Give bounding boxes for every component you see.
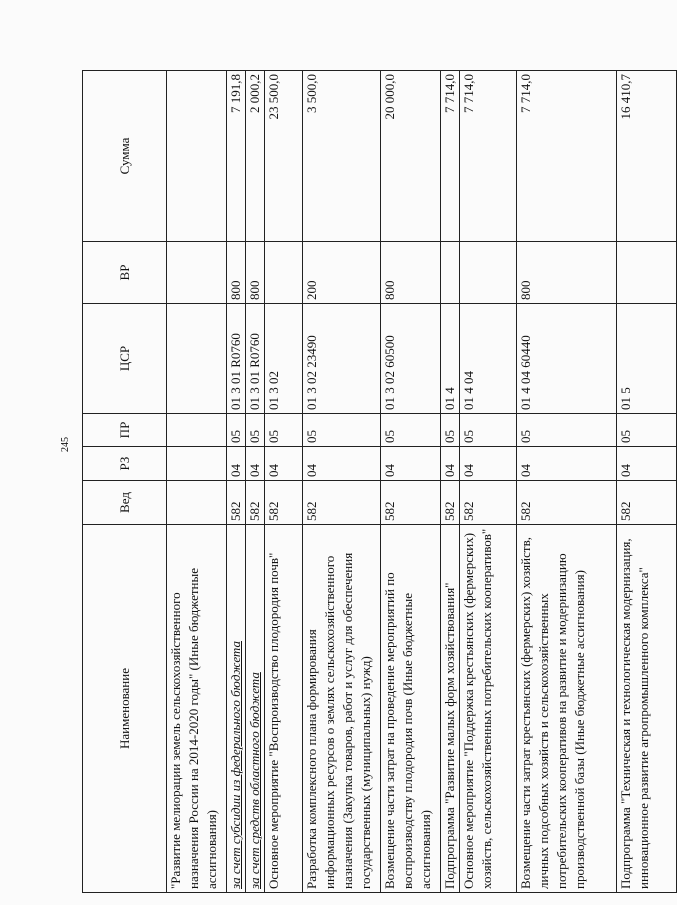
budget-table-rotated	[82, 71, 651, 893]
cell-vr: 800	[227, 242, 246, 304]
cell-name: Основное мероприятие "Поддержка крестьянских (фермерских) хозяйств, сельскохозяйственных потребительских кооперативов"	[460, 525, 517, 893]
cell-pr: 05	[441, 414, 460, 447]
cell-ved	[167, 481, 227, 525]
cell-ved: 582	[441, 481, 460, 525]
cell-rz: 04	[381, 447, 441, 481]
cell-rz	[167, 447, 227, 481]
cell-ved: 582	[265, 481, 303, 525]
cell-sum: 7 191,8	[227, 71, 246, 242]
cell-rz: 04	[517, 447, 617, 481]
cell-vr: 800	[517, 242, 617, 304]
cell-name: Подпрограмма "Развитие малых форм хозяйствования"	[441, 525, 460, 893]
cell-csr: 01 3 02	[265, 304, 303, 414]
cell-vr	[265, 242, 303, 304]
cell-name: Подпрограмма "Техническая и технологическая модернизация, инновационное развитие агропромышленного комплекса"	[617, 525, 677, 893]
cell-rz: 04	[303, 447, 381, 481]
cell-ved: 582	[381, 481, 441, 525]
table-row	[517, 71, 617, 893]
header-ved: Вед	[83, 481, 167, 525]
cell-pr: 05	[517, 414, 617, 447]
cell-pr	[167, 414, 227, 447]
cell-pr: 05	[246, 414, 265, 447]
cell-rz: 04	[617, 447, 677, 481]
cell-rz: 04	[265, 447, 303, 481]
cell-csr: 01 3 01 R0760	[227, 304, 246, 414]
cell-name: Разработка комплексного плана формирования информационных ресурсов о землях сельскохозяйственного назначения (Закупка товаров, работ и услуг для обеспечения государственных (муниципальных) нужд)	[303, 525, 381, 893]
header-rz: РЗ	[83, 447, 167, 481]
cell-csr: 01 4 04	[460, 304, 517, 414]
cell-sum: 7 714,0	[517, 71, 617, 242]
cell-vr	[460, 242, 517, 304]
table-row	[441, 71, 460, 893]
cell-name: Возмещение части затрат крестьянских (фермерских) хозяйств, личных подсобных хозяйств и сельскохозяйственных потребительских кооперативов на развитие и модернизацию производственной базы (Иные бюджетные ассигнования)	[517, 525, 617, 893]
cell-sum: 23 500,0	[265, 71, 303, 242]
cell-sum: 20 000,0	[381, 71, 441, 242]
cell-name: "Развитие мелиорации земель сельскохозяйственного назначения России на 2014-2020 годы" (Иные бюджетные ассигнования)	[167, 525, 227, 893]
page-number: 245	[60, 437, 71, 452]
cell-vr: 200	[303, 242, 381, 304]
cell-csr	[167, 304, 227, 414]
header-vr: ВР	[83, 242, 167, 304]
cell-csr: 01 3 01 R0760	[246, 304, 265, 414]
cell-name: Возмещение части затрат на проведение мероприятий по воспроизводству плодородия почв (Иные бюджетные ассигнования)	[381, 525, 441, 893]
header-sum: Сумма	[83, 71, 167, 242]
cell-csr: 01 5	[617, 304, 677, 414]
table-row	[617, 71, 677, 893]
cell-pr: 05	[617, 414, 677, 447]
table-row	[381, 71, 441, 893]
cell-vr: 800	[246, 242, 265, 304]
cell-rz: 04	[441, 447, 460, 481]
table-header-row	[83, 71, 167, 893]
cell-name: за счет средств областного бюджета	[246, 525, 265, 893]
cell-rz: 04	[246, 447, 265, 481]
cell-rz: 04	[460, 447, 517, 481]
cell-pr: 05	[381, 414, 441, 447]
cell-name: Основное мероприятие "Воспроизводство плодородия почв"	[265, 525, 303, 893]
cell-pr: 05	[303, 414, 381, 447]
cell-vr: 800	[381, 242, 441, 304]
cell-vr	[617, 242, 677, 304]
cell-pr: 05	[227, 414, 246, 447]
cell-rz: 04	[227, 447, 246, 481]
header-name: Наименование	[83, 525, 167, 893]
table-row	[227, 71, 246, 893]
cell-ved: 582	[227, 481, 246, 525]
cell-sum: 7 714,0	[441, 71, 460, 242]
header-pr: ПР	[83, 414, 167, 447]
cell-csr: 01 3 02 23490	[303, 304, 381, 414]
budget-table	[82, 70, 677, 893]
cell-pr: 05	[460, 414, 517, 447]
cell-name: за счет субсидии из федерального бюджета	[227, 525, 246, 893]
cell-sum	[167, 71, 227, 242]
cell-ved: 582	[460, 481, 517, 525]
table-row	[265, 71, 303, 893]
cell-sum: 2 000,2	[246, 71, 265, 242]
table-row	[303, 71, 381, 893]
table-row	[167, 71, 227, 893]
cell-ved: 582	[246, 481, 265, 525]
cell-sum: 3 500,0	[303, 71, 381, 242]
cell-vr	[441, 242, 460, 304]
table-row	[460, 71, 517, 893]
cell-ved: 582	[617, 481, 677, 525]
cell-csr: 01 3 02 60500	[381, 304, 441, 414]
cell-csr: 01 4 04 60440	[517, 304, 617, 414]
cell-pr: 05	[265, 414, 303, 447]
cell-sum: 16 410,7	[617, 71, 677, 242]
cell-ved: 582	[517, 481, 617, 525]
header-csr: ЦСР	[83, 304, 167, 414]
cell-vr	[167, 242, 227, 304]
cell-csr: 01 4	[441, 304, 460, 414]
table-row	[246, 71, 265, 893]
cell-ved: 582	[303, 481, 381, 525]
cell-sum: 7 714,0	[460, 71, 517, 242]
